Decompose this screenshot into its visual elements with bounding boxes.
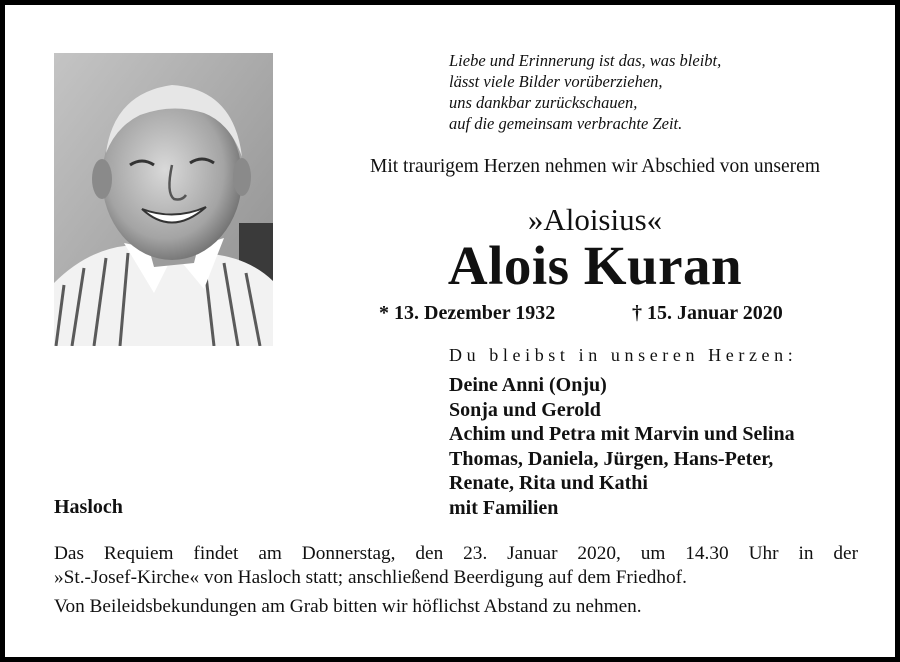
condolence-notice: Von Beileidsbekundungen am Grab bitten wir höflichst Abstand zu nehmen. [54,596,642,617]
nickname: »Aloisius« [527,202,663,237]
mourner-entry: Achim und Petra mit Marvin und Selina [449,423,795,445]
poem-line: auf die gemeinsam verbrachte Zeit. [449,114,683,133]
mourner-entry: mit Familien [449,496,559,519]
mourner-entry: Thomas, Daniela, Jürgen, Hans-Peter, [449,447,774,470]
mourners-list [449,373,795,520]
poem-line: lässt viele Bilder vorüberziehen, [449,72,663,91]
requiem-line: Das Requiem findet am Donnerstag, den 23. Januar 2020, um 14.30 Uhr in der [54,543,858,564]
memorial-poem [449,50,869,134]
mourner-entry: Sonja und Gerold [449,398,601,421]
farewell-line: Du bleibst in unseren Herzen: [449,345,798,365]
portrait-photo-drawing [54,53,273,346]
requiem-notice [54,542,858,590]
poem-line: uns dankbar zurückschauen, [449,93,638,112]
intro-text: Mit traurigem Herzen nehmen wir Abschied von unserem [370,156,820,177]
portrait-photo [54,53,273,346]
requiem-line: »St.-Josef-Kirche« von Hasloch statt; anschließend Beerdigung auf dem Friedhof. [54,567,687,588]
death-date: † 15. Januar 2020 [632,302,783,324]
birth-date: * 13. Dezember 1932 [379,302,556,324]
mourner-entry: Renate, Rita und Kathi [449,472,648,494]
poem-line: Liebe und Erinnerung ist das, was bleibt, [449,51,722,70]
place-name: Hasloch [54,496,123,518]
mourner-entry: Deine Anni (Onju) [449,374,607,396]
deceased-name: Alois Kuran [447,235,743,296]
